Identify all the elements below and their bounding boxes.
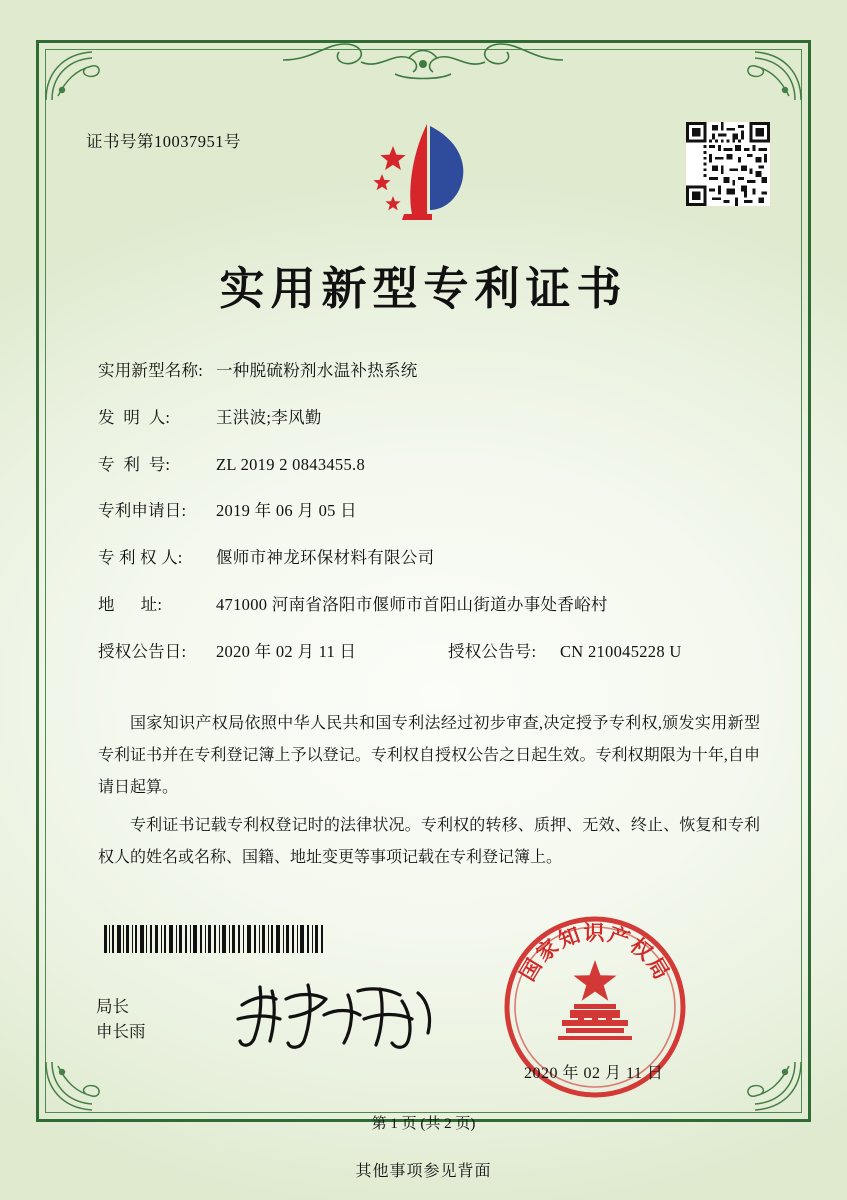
field-value: 2020 年 02 月 11 日 bbox=[216, 641, 357, 661]
field-row-dual bbox=[98, 641, 758, 663]
field-value: ZL 2019 2 0843455.8 bbox=[216, 454, 365, 474]
field-label: 专利申请日: bbox=[98, 501, 187, 521]
field-list bbox=[98, 360, 758, 687]
field-label: 专 利 号: bbox=[98, 454, 171, 474]
cnipa-emblem-icon bbox=[366, 118, 484, 228]
seal-date: 2020 年 02 月 11 日 bbox=[524, 1065, 664, 1082]
field-value: 偃师市神龙环保材料有限公司 bbox=[216, 548, 435, 568]
director-name-label: 申长雨 bbox=[96, 1021, 146, 1041]
field-row bbox=[98, 594, 758, 616]
corner-ornament-icon bbox=[729, 44, 807, 106]
field-value-secondary: CN 210045228 U bbox=[560, 641, 682, 661]
field-label: 实用新型名称: bbox=[98, 361, 203, 380]
svg-text:国家知识产权局: 国家知识产权局 bbox=[515, 920, 675, 986]
field-label: 地 址: bbox=[98, 594, 163, 614]
field-row bbox=[98, 407, 758, 429]
director-role-label: 局长 bbox=[96, 997, 129, 1016]
field-value: 一种脱硫粉剂水温补热系统 bbox=[216, 361, 418, 380]
certificate-number: 证书号第10037951号 bbox=[86, 132, 241, 151]
corner-ornament-icon bbox=[729, 1056, 807, 1118]
field-row bbox=[98, 500, 758, 522]
field-label: 专 利 权 人: bbox=[98, 548, 183, 568]
barcode bbox=[104, 925, 326, 953]
qr-code bbox=[686, 122, 770, 206]
field-value: 王洪波;李风勤 bbox=[216, 407, 322, 427]
signature-labels bbox=[96, 995, 146, 1045]
field-value: 2019 年 06 月 05 日 bbox=[216, 501, 357, 521]
paragraph: 专利证书记载专利权登记时的法律状况。专利权的转移、质押、无效、终止、恢复和专利权人的姓名或名称、国籍、地址变更等事项记载在专利登记簿上。 bbox=[98, 817, 760, 866]
handwritten-signature-icon bbox=[232, 975, 442, 1055]
top-ornament-icon bbox=[283, 40, 563, 82]
page-number: 第 1 页 (共 2 页) bbox=[371, 1116, 476, 1132]
back-side-note: 其他事项参见背面 bbox=[355, 1163, 492, 1180]
field-label: 发 明 人: bbox=[98, 407, 171, 427]
field-row bbox=[98, 360, 758, 382]
corner-ornament-icon bbox=[40, 1056, 118, 1118]
corner-ornament-icon bbox=[40, 44, 118, 106]
field-label-secondary: 授权公告号: bbox=[448, 641, 537, 661]
field-row bbox=[98, 547, 758, 569]
legal-text bbox=[98, 708, 760, 880]
field-row bbox=[98, 454, 758, 476]
paragraph: 国家知识产权局依照中华人民共和国专利法经过初步审查,决定授予专利权,颁发实用新型专利证书并在专利登记簿上予以登记。专利权自授权公告之日起生效。专利权期限为十年,自申请日起算。 bbox=[98, 715, 760, 796]
field-label: 授权公告日: bbox=[98, 641, 187, 661]
field-value: 471000 河南省洛阳市偃师市首阳山街道办事处香峪村 bbox=[216, 594, 608, 614]
document-title: 实用新型专利证书 bbox=[219, 264, 628, 314]
